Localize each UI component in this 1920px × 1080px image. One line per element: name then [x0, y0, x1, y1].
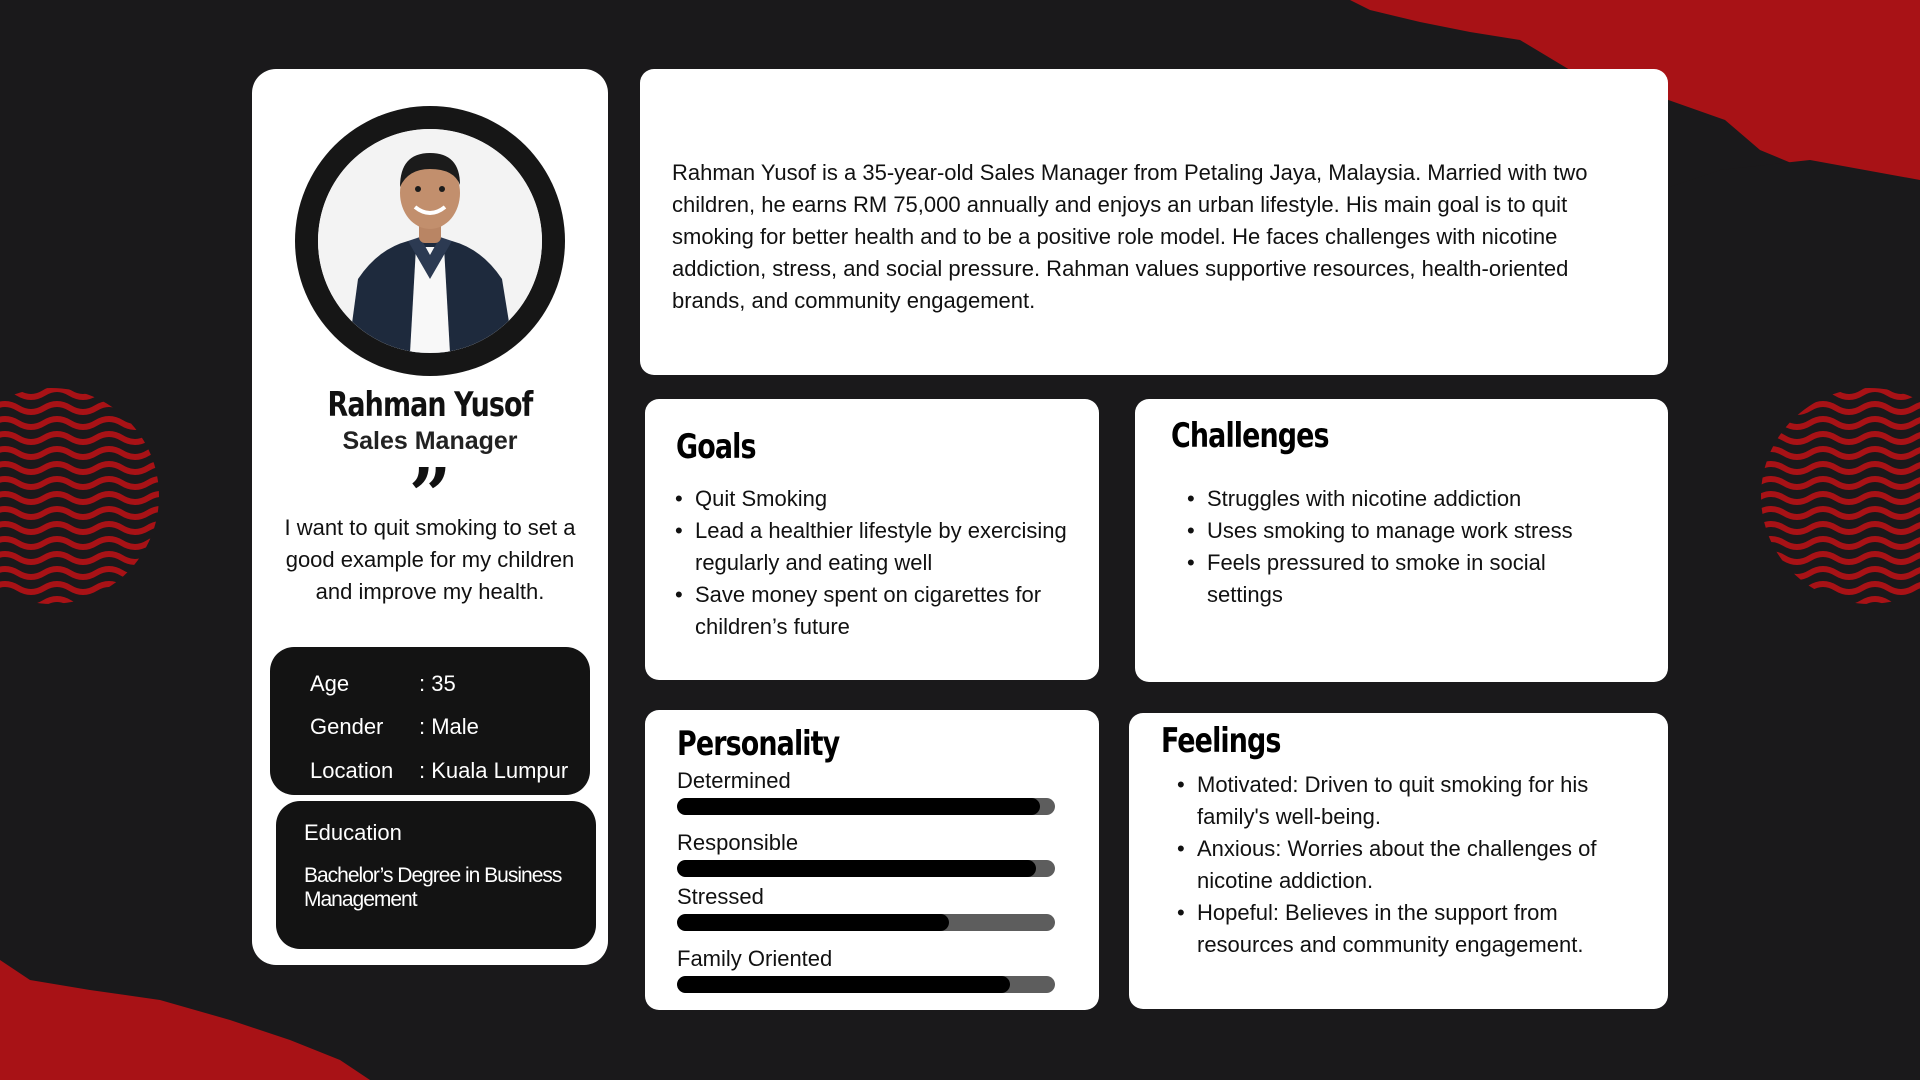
goals-card: [645, 399, 1099, 680]
education-value: Bachelor’s Degree in Business Management: [304, 864, 562, 911]
education-title: Education: [304, 820, 402, 845]
challenges-list: [1187, 483, 1627, 611]
bottom-left-red-splash: [0, 960, 380, 1080]
list-item: • Motivated: Driven to quit smoking for his family's well-being.: [1177, 769, 1627, 833]
list-item: • Save money spent on cigarettes for children’s future: [675, 579, 1075, 643]
education-box: [276, 801, 596, 949]
left-wave-circle: [0, 385, 162, 607]
trait-label: Stressed: [677, 884, 764, 909]
trait-bar: [677, 976, 1055, 993]
persona-quote: I want to quit smoking to set a good example for my children and improve my health.: [284, 515, 576, 604]
quote-icon: ”: [408, 453, 452, 539]
person-illustration: [318, 129, 542, 353]
trait-family-oriented: [677, 946, 1055, 993]
trait-determined: [677, 768, 1055, 815]
trait-responsible: [677, 830, 1055, 877]
trait-bar: [677, 914, 1055, 931]
feelings-card: [1129, 713, 1668, 1009]
list-item: • Hopeful: Believes in the support from resources and community engagement.: [1177, 897, 1627, 961]
info-row-age: [310, 662, 590, 706]
trait-label: Family Oriented: [677, 946, 833, 971]
trait-stressed: [677, 884, 1055, 931]
info-row-location: [310, 749, 590, 793]
info-label: Location: [310, 757, 394, 783]
trait-label: Determined: [677, 768, 791, 793]
list-item: • Struggles with nicotine addiction: [1187, 483, 1627, 515]
info-value: : 35: [419, 670, 456, 696]
list-item: • Uses smoking to manage work stress: [1187, 515, 1627, 547]
info-value: : Kuala Lumpur: [419, 757, 569, 783]
feelings-list: [1177, 769, 1627, 961]
challenges-title: Challenges: [1171, 416, 1329, 456]
info-value: : Male: [419, 714, 479, 740]
challenges-card: [1135, 399, 1668, 682]
avatar: [295, 106, 565, 376]
trait-bar: [677, 860, 1055, 877]
persona-role: Sales Manager: [342, 427, 518, 455]
right-wave-circle: [1758, 385, 1920, 607]
goals-list: [675, 483, 1075, 643]
trait-bar: [677, 798, 1055, 815]
feelings-title: Feelings: [1161, 721, 1281, 761]
summary-card: [640, 69, 1668, 375]
avatar-photo: [318, 129, 542, 353]
trait-bar-fill: [677, 976, 1010, 993]
trait-bar-fill: [677, 860, 1036, 877]
list-item: • Feels pressured to smoke in social settings: [1187, 547, 1627, 611]
trait-label: Responsible: [677, 830, 799, 855]
list-item: • Anxious: Worries about the challenges of nicotine addiction.: [1177, 833, 1627, 897]
trait-bar-fill: [677, 798, 1040, 815]
persona-name: Rahman Yusof: [327, 385, 533, 425]
info-label: Gender: [310, 714, 384, 740]
personality-title: Personality: [677, 724, 840, 764]
personality-card: [645, 710, 1099, 1010]
profile-card: [252, 69, 608, 965]
trait-bar-fill: [677, 914, 949, 931]
persona-summary: Rahman Yusof is a 35-year-old Sales Manager from Petaling Jaya, Malaysia. Married with two children, he earns RM 75,000 annually and enjoys an urban lifestyle. His main goal is to quit smoking for better health and to be a positive role model. He faces challenges with nicotine addiction, stress, and social pressure. Rahman values supportive resources, health-oriented brands, and community engagement.: [672, 160, 1588, 313]
info-label: Age: [310, 670, 350, 696]
list-item: • Lead a healthier lifestyle by exercising regularly and eating well: [675, 515, 1075, 579]
demographics-box: [270, 647, 590, 795]
list-item: • Quit Smoking: [675, 483, 1075, 515]
info-row-gender: [310, 706, 590, 750]
top-right-dark-inset: [1660, 150, 1920, 350]
goals-title: Goals: [676, 427, 756, 467]
